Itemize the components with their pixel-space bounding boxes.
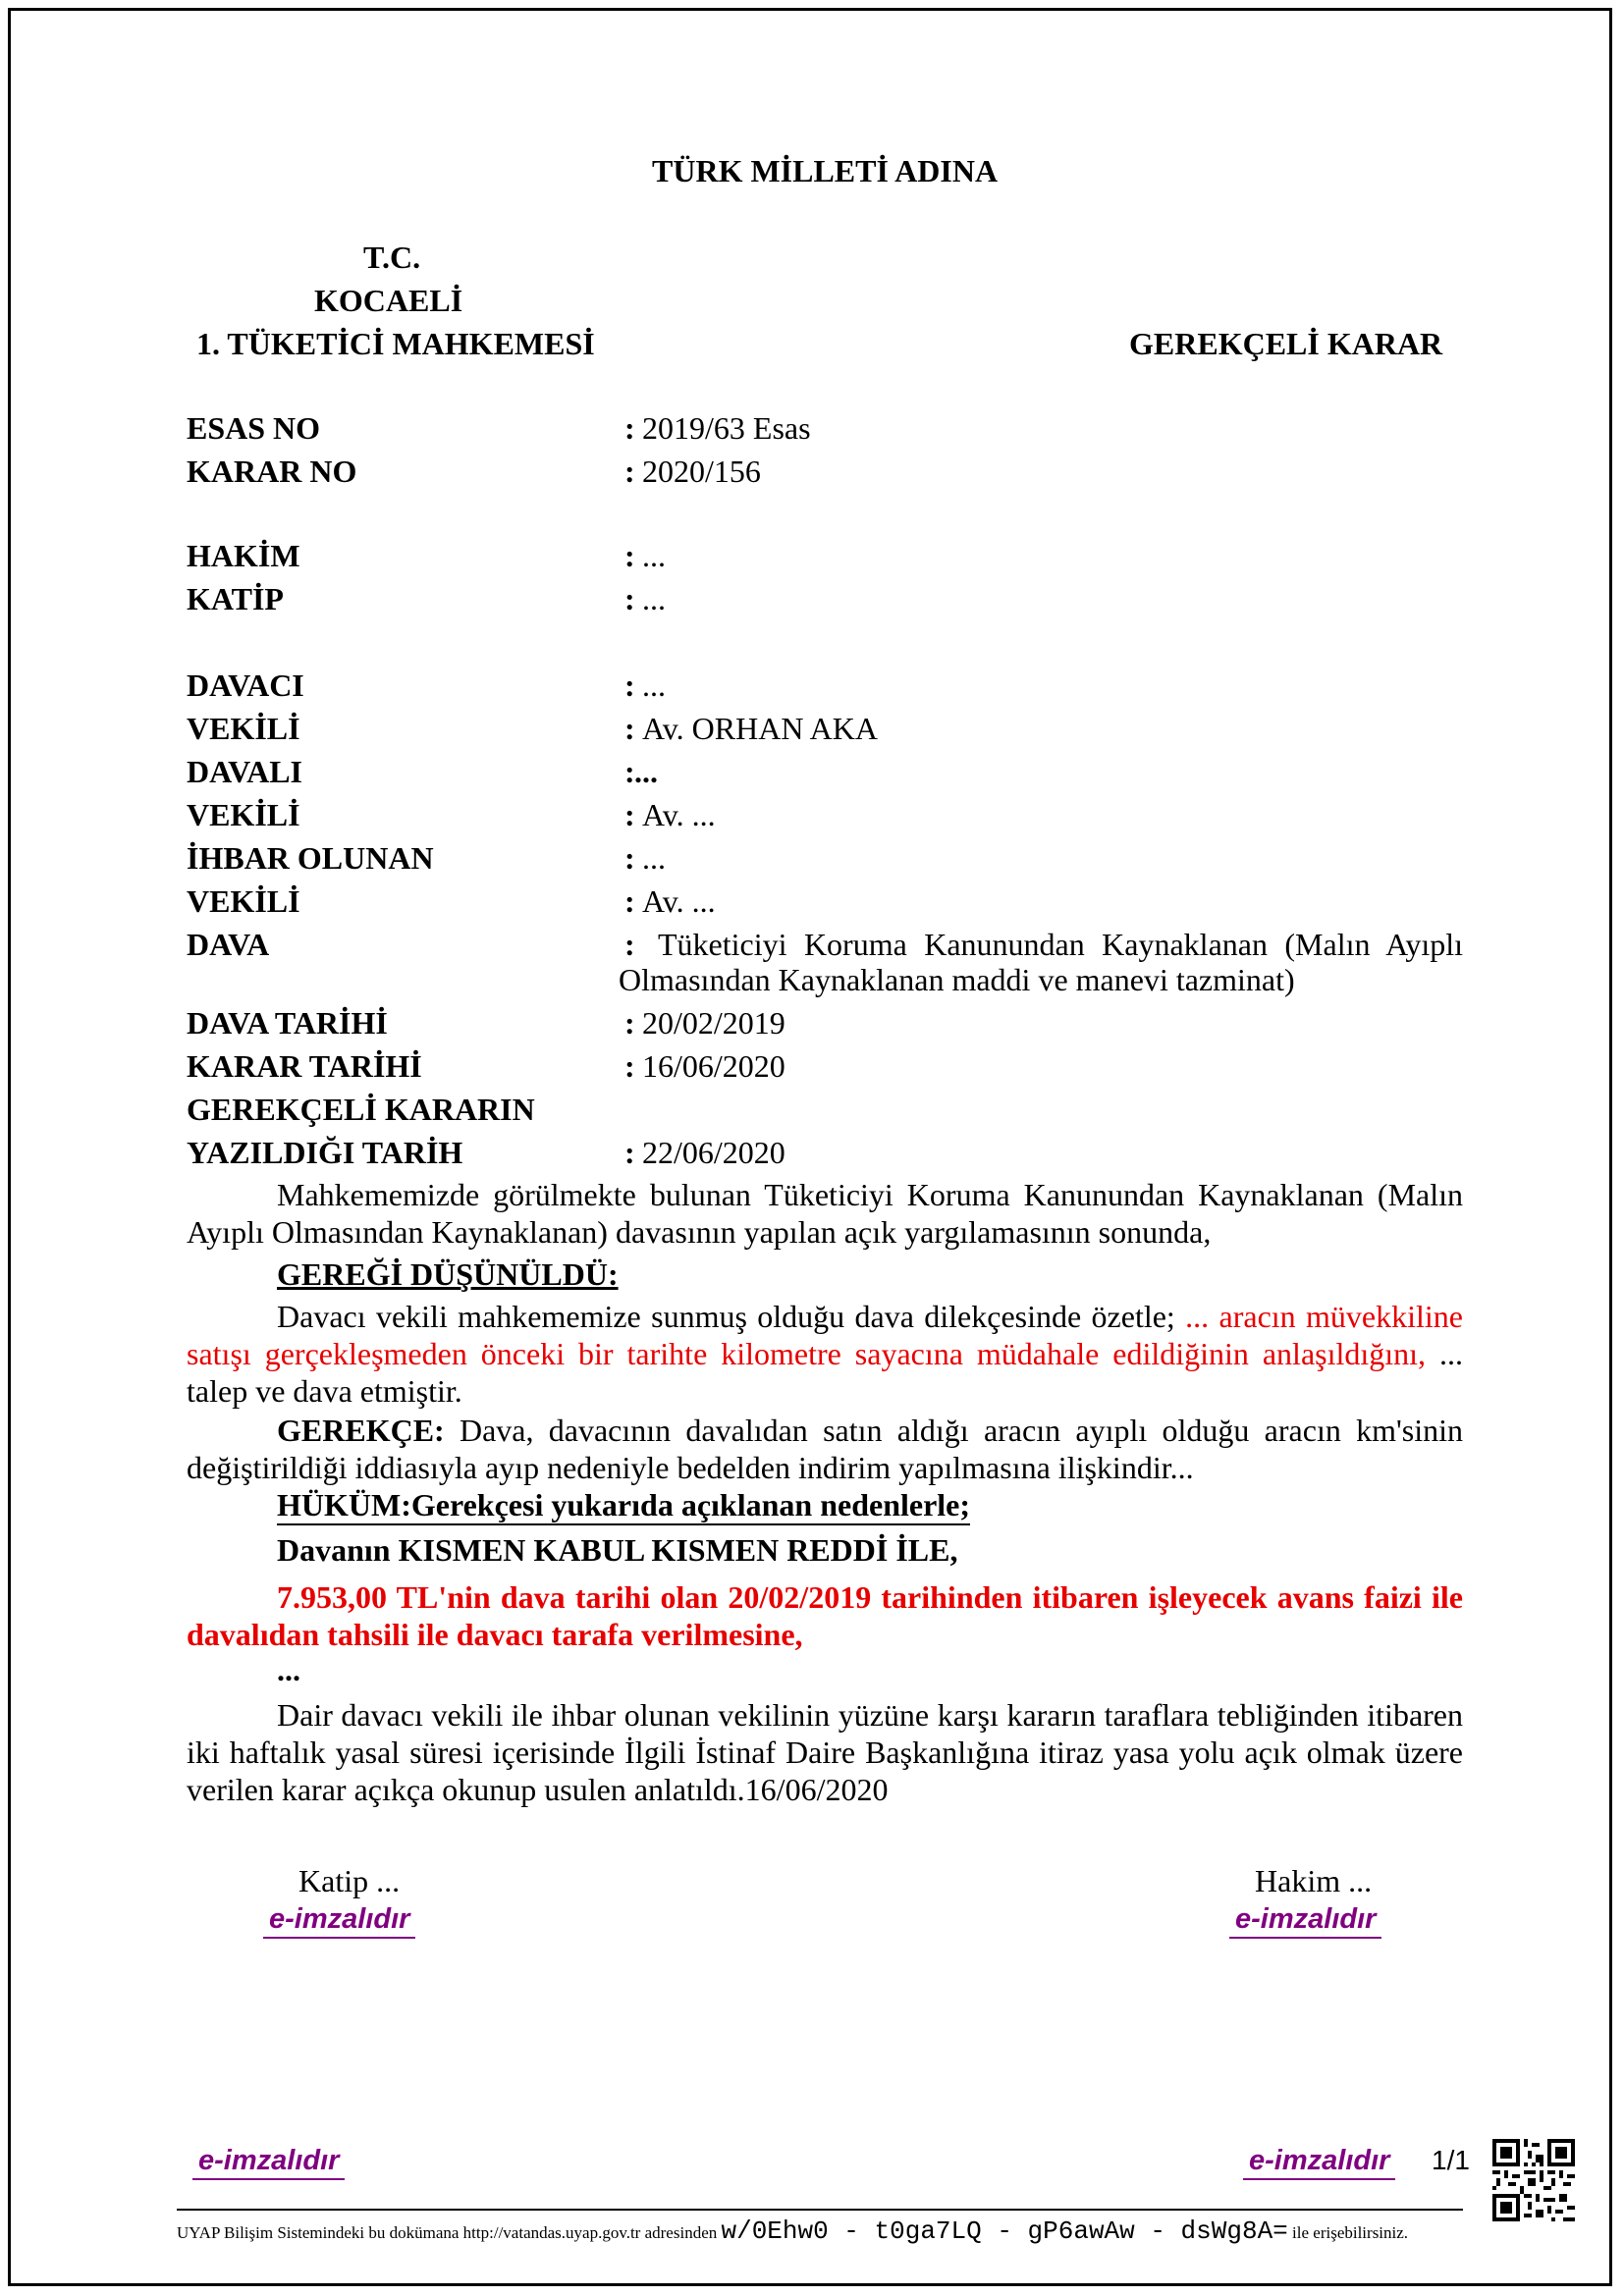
nation-heading: TÜRK MİLLETİ ADINA: [652, 153, 999, 188]
tc-heading: T.C.: [363, 240, 421, 275]
esas-value: 2019/63 Esas: [642, 410, 811, 446]
colon: :: [624, 927, 635, 962]
colon: :: [624, 454, 635, 489]
vekil-value: Av. ...: [642, 797, 716, 832]
colon: :: [624, 1048, 635, 1084]
gerekceli-value: 22/06/2020: [642, 1135, 785, 1170]
intro-text: Mahkememizde görülmekte bulunan Tüketiciyi Koruma Kanunundan Kaynaklanan (Malın Ayıplı Olmasından Kaynaklanan) davasının yapılan açık yargılamasının sonunda,: [187, 1177, 1463, 1250]
footer-note: [177, 2216, 1408, 2248]
vekil-label: VEKİLİ: [187, 797, 300, 832]
katip-signature-label: Katip ...: [298, 1863, 401, 1898]
colon: :: [624, 883, 635, 919]
hukum-heading: HÜKÜM:Gerekçesi yukarıda açıklanan nedenlerle;: [277, 1486, 970, 1525]
ihbar-value: ...: [642, 840, 666, 876]
footer-esign-right: [1243, 2144, 1395, 2177]
gerekceli-label-line1: GEREKÇELİ KARARIN: [187, 1092, 535, 1127]
hakim-esign: [1229, 1902, 1381, 1936]
vekil-value: Av. ...: [642, 883, 716, 919]
gerekce-label: GEREKÇE:: [277, 1413, 445, 1448]
katip-value: ...: [642, 581, 666, 616]
hakim-signature-label: Hakim ...: [1255, 1863, 1373, 1898]
colon: :: [624, 410, 635, 446]
hakim-value: ...: [642, 538, 666, 573]
footer-divider: [177, 2209, 1463, 2211]
ihbar-label: İHBAR OLUNAN: [187, 840, 434, 876]
katip-esign: [263, 1902, 415, 1936]
esas-label: ESAS NO: [187, 410, 321, 446]
award-paragraph: [187, 1578, 1463, 1653]
footer-text-pre: UYAP Bilişim Sistemindeki bu dokümana http://vatandas.uyap.gov.tr adresinden: [177, 2223, 718, 2242]
colon: :: [624, 581, 635, 616]
colon: :: [624, 538, 635, 573]
karar-tarihi-value: 16/06/2020: [642, 1048, 785, 1084]
davali-label: DAVALI: [187, 754, 302, 789]
footer-esign-left: [192, 2144, 345, 2177]
esign-label: e-imzalıdır: [263, 1903, 415, 1939]
document-type: GEREKÇELİ KARAR: [1129, 326, 1443, 361]
colon: :: [624, 667, 635, 703]
dava-value-line2: Olmasından Kaynaklanan maddi ve manevi tazminat): [619, 962, 1295, 997]
vekil-label: VEKİLİ: [187, 883, 300, 919]
gerekce-text: Dava, davacının davalıdan satın aldığı aracın ayıplı olduğu aracın km'sinin değiştirildiği iddiasıyla ayıp nedeniyle bedelden indirim yapılmasına ilişkindir...: [187, 1413, 1463, 1485]
davaci-claim-intro: Davacı vekili mahkememize sunmuş olduğu dava dilekçesinde özetle;: [277, 1299, 1175, 1334]
intro-paragraph: [187, 1176, 1463, 1251]
gerekceli-label-line2: YAZILDIĞI TARİH: [187, 1135, 463, 1170]
dava-value-line1: Tüketiciyi Koruma Kanunundan Kaynaklanan (Malın Ayıplı: [658, 927, 1463, 962]
vekil-label: VEKİLİ: [187, 711, 300, 746]
davaci-claim-paragraph: [187, 1298, 1463, 1410]
gerekce-paragraph: [187, 1412, 1463, 1486]
closing-paragraph: [187, 1696, 1463, 1808]
city-heading: KOCAELİ: [314, 283, 463, 318]
esign-label: e-imzalıdır: [1243, 2145, 1395, 2180]
court-heading: 1. TÜKETİCİ MAHKEMESİ: [196, 326, 595, 361]
dava-tarihi-label: DAVA TARİHİ: [187, 1005, 388, 1041]
dava-tarihi-value: 20/02/2019: [642, 1005, 785, 1041]
karar-tarihi-label: KARAR TARİHİ: [187, 1048, 422, 1084]
davali-value: ...: [634, 754, 658, 789]
dava-label: DAVA: [187, 927, 270, 962]
closing-text: Dair davacı vekili ile ihbar olunan vekilinin yüzüne karşı kararın taraflara tebliğinden itibaren iki haftalık yasal süresi içerisinde İlgili İstinaf Daire Başkanlığına itiraz yasa yolu açık olmak üzere verilen karar açıkça okunup usulen anlatıldı.16/06/2020: [187, 1697, 1463, 1807]
esign-label: e-imzalıdır: [1229, 1903, 1381, 1939]
davaci-value: ...: [642, 667, 666, 703]
award-text: 7.953,00 TL'nin dava tarihi olan 20/02/2019 tarihinden itibaren işleyecek avans faizi ile davalıdan tahsili ile davacı tarafa verilmesine,: [187, 1579, 1463, 1652]
davaci-claim-highlight: ... aracın müvekkiline satışı gerçekleşmeden önceki bir tarihte kilometre sayacına müdahale edildiğinin anlaşıldığını,: [187, 1299, 1464, 1371]
karar-label: KARAR NO: [187, 454, 357, 489]
qr-code-icon: [1492, 2139, 1575, 2221]
colon: :: [624, 1135, 635, 1170]
davaci-label: DAVACI: [187, 667, 304, 703]
colon: :: [624, 797, 635, 832]
geregi-heading: GEREĞİ DÜŞÜNÜLDÜ:: [277, 1256, 619, 1292]
vekil-value: Av. ORHAN AKA: [642, 711, 878, 746]
colon: :: [624, 711, 635, 746]
davanin-line: Davanın KISMEN KABUL KISMEN REDDİ İLE,: [277, 1532, 958, 1568]
karar-value: 2020/156: [642, 454, 761, 489]
page-number: 1/1: [1432, 2145, 1470, 2175]
esign-label: e-imzalıdır: [192, 2145, 345, 2180]
colon: :: [624, 1005, 635, 1041]
footer-text-post: ile erişebilirsiniz.: [1292, 2223, 1409, 2242]
ellipsis-line: ...: [277, 1652, 300, 1687]
colon: :: [624, 754, 635, 789]
colon: :: [624, 840, 635, 876]
davaci-claim-end: ... talep ve dava etmiştir.: [187, 1336, 1464, 1409]
verification-code: w/0Ehw0 - t0ga7LQ - gP6awAw - dsWg8A=: [721, 2216, 1288, 2246]
hakim-label: HAKİM: [187, 538, 300, 573]
katip-label: KATİP: [187, 581, 284, 616]
